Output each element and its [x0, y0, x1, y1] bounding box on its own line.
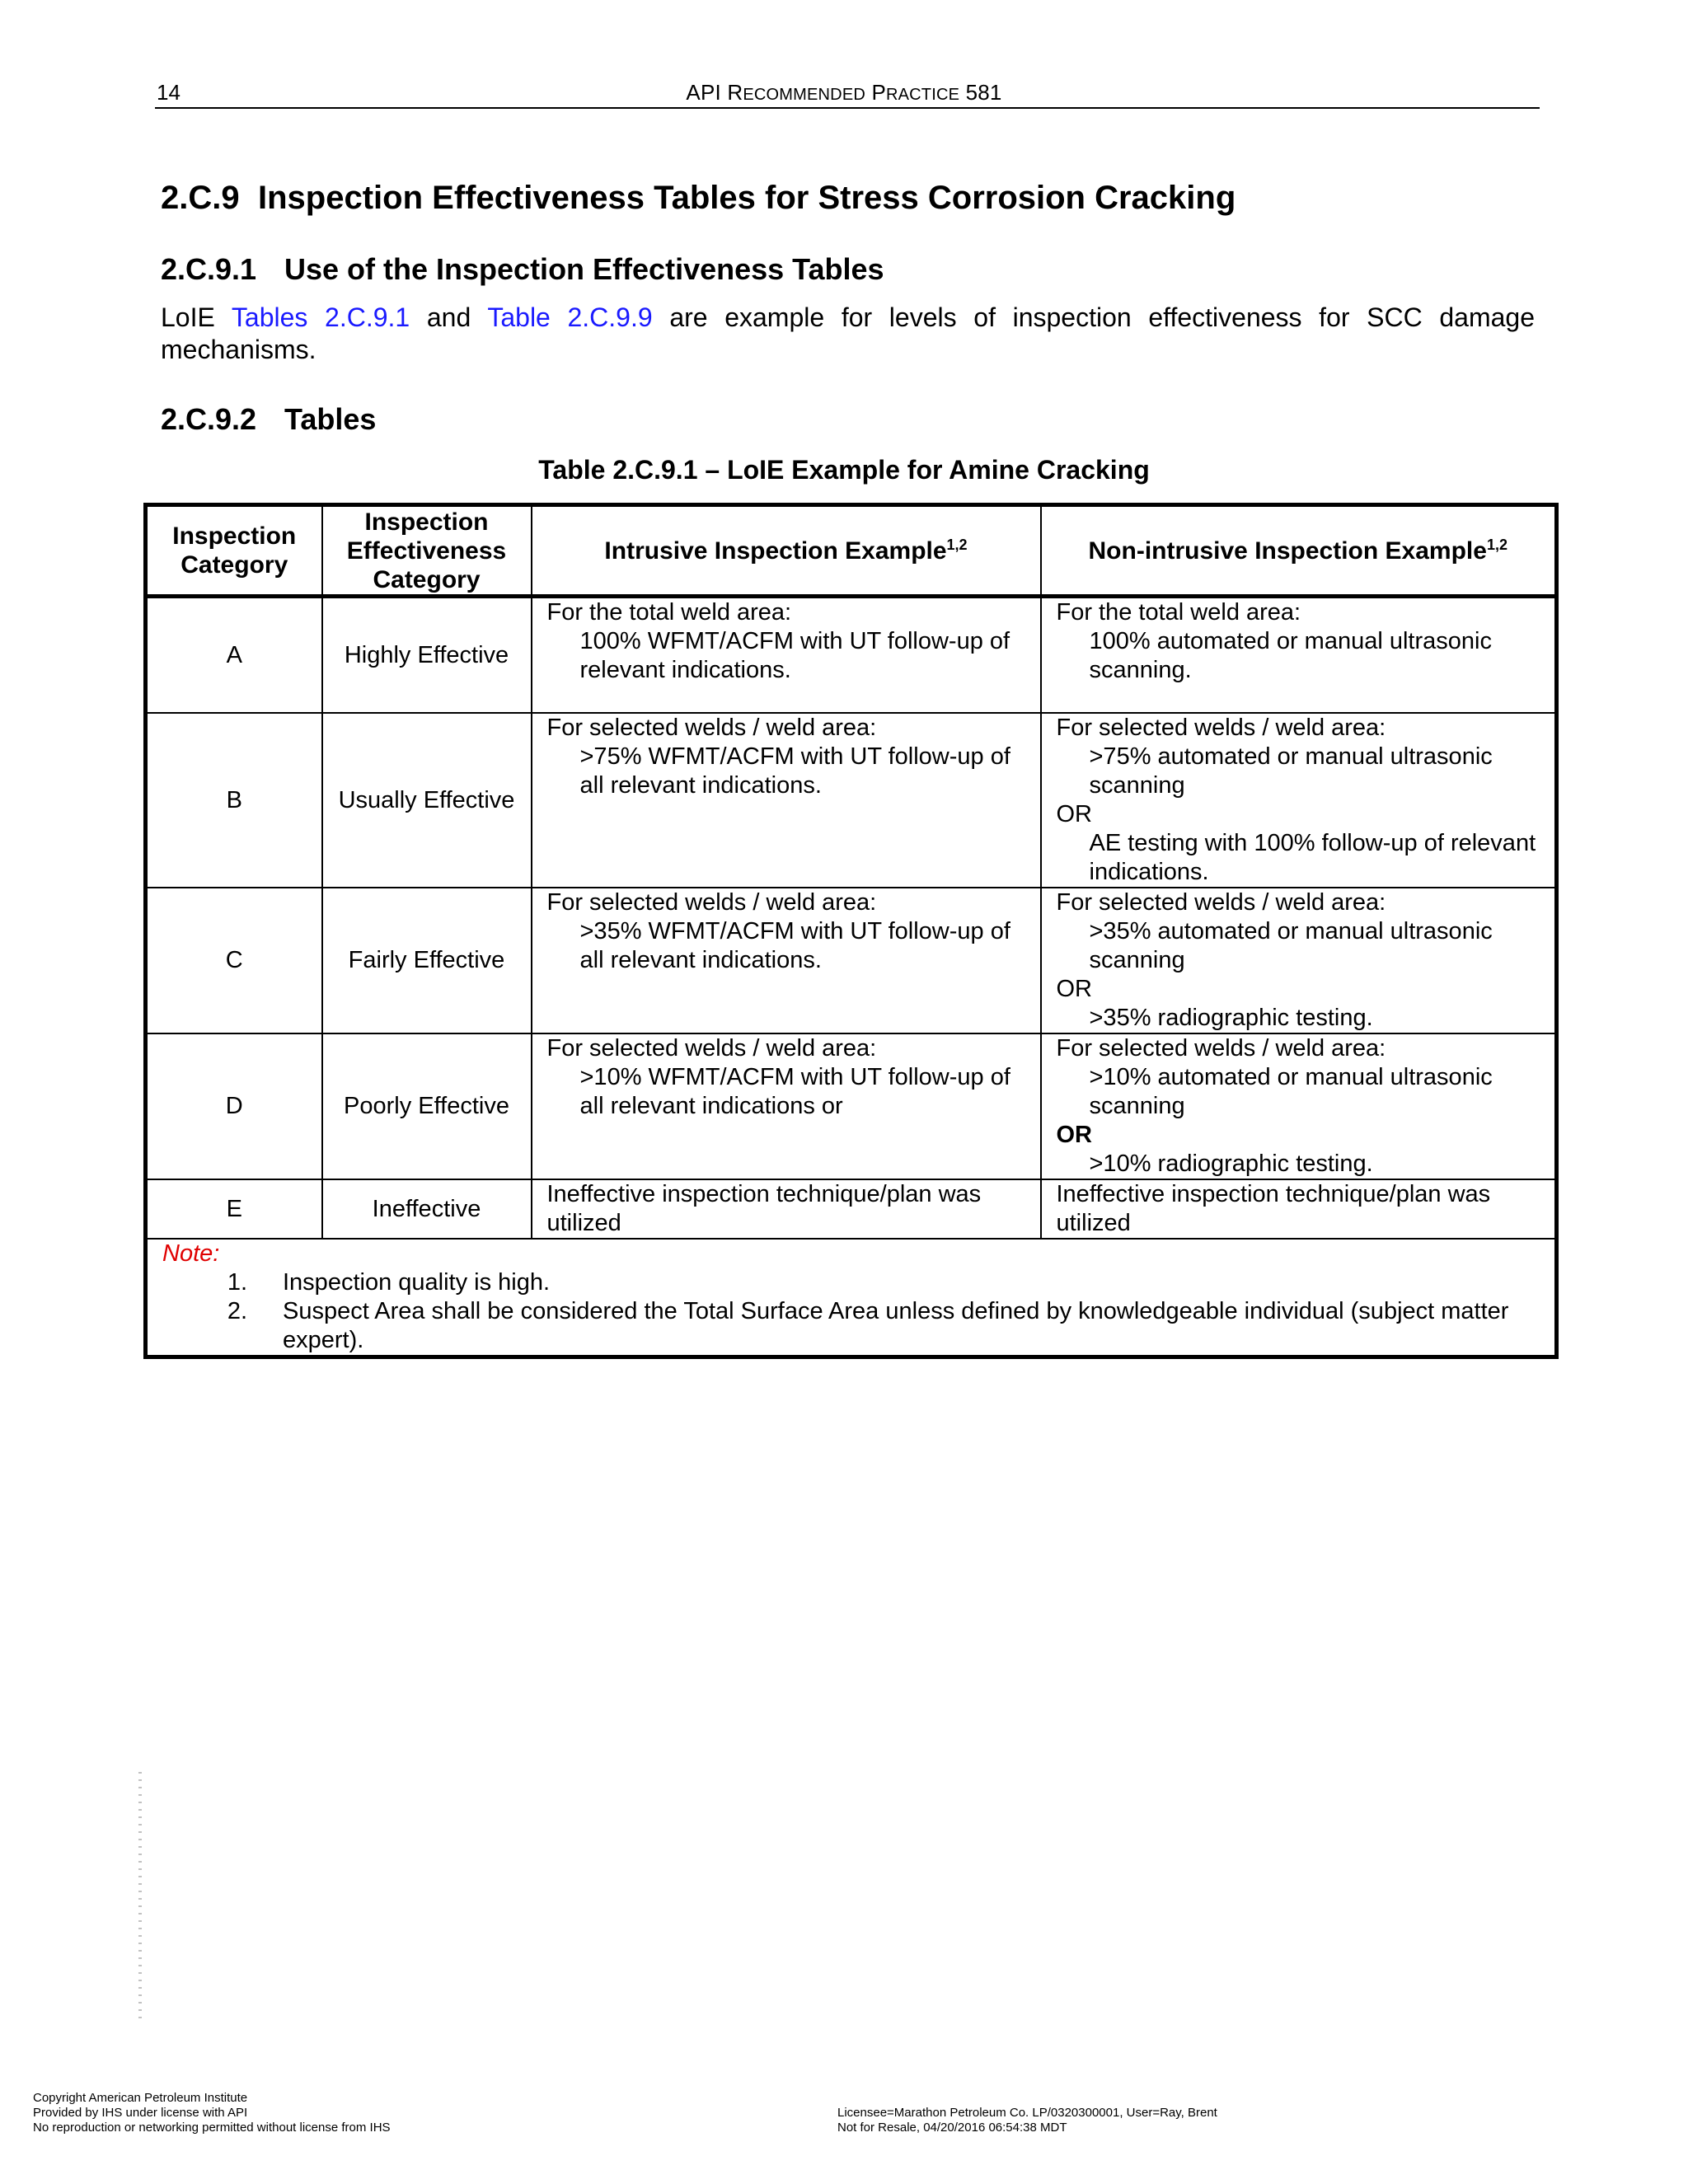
category-cell: A: [146, 597, 322, 714]
loie-table: [143, 503, 1559, 1359]
note-item: 1. Inspection quality is high.: [227, 1269, 551, 1296]
table-link-2c99[interactable]: Table 2.C.9.9: [487, 302, 653, 332]
table-note-row: [146, 1239, 1557, 1357]
effectiveness-cell: Poorly Effective: [322, 1033, 532, 1179]
note-label: Note:: [162, 1240, 220, 1267]
subsection-number: 2.C.9.1: [161, 252, 257, 286]
header-rule: [155, 107, 1540, 109]
intrusive-cell: For selected welds / weld area: >10% WFMT/ACFM with UT follow-up of all relevant indications or: [532, 1033, 1041, 1179]
page-number: 14: [157, 80, 181, 105]
category-cell: B: [146, 713, 322, 888]
category-cell: D: [146, 1033, 322, 1179]
subsection-title: Use of the Inspection Effectiveness Tables: [284, 252, 884, 286]
section-title: Inspection Effectiveness Tables for Stress Corrosion Cracking: [258, 180, 1236, 216]
margin-scan-mark: [138, 1772, 142, 2019]
effectiveness-cell: Usually Effective: [322, 713, 532, 888]
subsection-number: 2.C.9.2: [161, 402, 257, 436]
nonintrusive-cell: Ineffective inspection technique/plan was utilized: [1041, 1179, 1557, 1239]
subsection-heading-tables: [161, 402, 376, 437]
table-row: [146, 1033, 1557, 1179]
effectiveness-cell: Fairly Effective: [322, 888, 532, 1033]
header-nonintrusive: Non-intrusive Inspection Example$^{1,2}$: [1041, 505, 1557, 597]
nonintrusive-cell: For selected welds / weld area: >35% automated or manual ultrasonic scanning OR >35% radiographic testing.: [1041, 888, 1557, 1033]
note-item: 2. Suspect Area shall be considered the Total Surface Area unless defined by knowledgeable individual (subject matter expert).: [227, 1298, 1509, 1353]
table-caption: Table 2.C.9.1 – LoIE Example for Amine Cracking: [538, 455, 1150, 485]
intrusive-cell: Ineffective inspection technique/plan was utilized: [532, 1179, 1041, 1239]
subsection-title: Tables: [284, 402, 377, 436]
table-row: [146, 888, 1557, 1033]
footer-license: Licensee=Marathon Petroleum Co. LP/0320300001, User=Ray, Brent Not for Resale, 04/20/2016 06:54:38 MDT: [837, 2106, 1217, 2135]
intrusive-cell: For selected welds / weld area: >35% WFMT/ACFM with UT follow-up of all relevant indications.: [532, 888, 1041, 1033]
intrusive-cell: For selected welds / weld area: >75% WFMT/ACFM with UT follow-up of all relevant indications.: [532, 713, 1041, 888]
effectiveness-cell: Ineffective: [322, 1179, 532, 1239]
table-row: [146, 597, 1557, 714]
category-cell: C: [146, 888, 322, 1033]
nonintrusive-cell: For the total weld area: 100% automated or manual ultrasonic scanning.: [1041, 597, 1557, 714]
table-header-row: [146, 505, 1557, 597]
section-heading: [161, 180, 1236, 217]
table-row: [146, 1179, 1557, 1239]
running-header-title: API RECOMMENDED PRACTICE 581: [686, 80, 1002, 105]
subsection-heading-use: [161, 252, 884, 287]
table-link-2c91[interactable]: Tables 2.C.9.1: [231, 302, 410, 332]
nonintrusive-cell: For selected welds / weld area: >75% automated or manual ultrasonic scanning OR AE testing with 100% follow-up of relevant indications.: [1041, 713, 1557, 888]
header-effectiveness-category: Inspection Effectiveness Category: [322, 505, 532, 597]
section-number: 2.C.9: [161, 180, 240, 216]
header-intrusive: Intrusive Inspection Example$^{1,2}$: [532, 505, 1041, 597]
table-row: [146, 713, 1557, 888]
category-cell: E: [146, 1179, 322, 1239]
note-cell: [146, 1239, 1557, 1357]
intro-paragraph: LoIE Tables 2.C.9.1 and Table 2.C.9.9 are example for levels of inspection effectiveness for SCC damage mechanisms.: [161, 302, 1536, 364]
nonintrusive-cell: For selected welds / weld area: >10% automated or manual ultrasonic scanning OR >10% radiographic testing.: [1041, 1033, 1557, 1179]
intrusive-cell: For the total weld area: 100% WFMT/ACFM with UT follow-up of relevant indications.: [532, 597, 1041, 714]
effectiveness-cell: Highly Effective: [322, 597, 532, 714]
footer-copyright: Copyright American Petroleum Institute Provided by IHS under license with API No reproduction or networking permitted without license from IHS: [33, 2091, 391, 2135]
header-inspection-category: Inspection Category: [146, 505, 322, 597]
